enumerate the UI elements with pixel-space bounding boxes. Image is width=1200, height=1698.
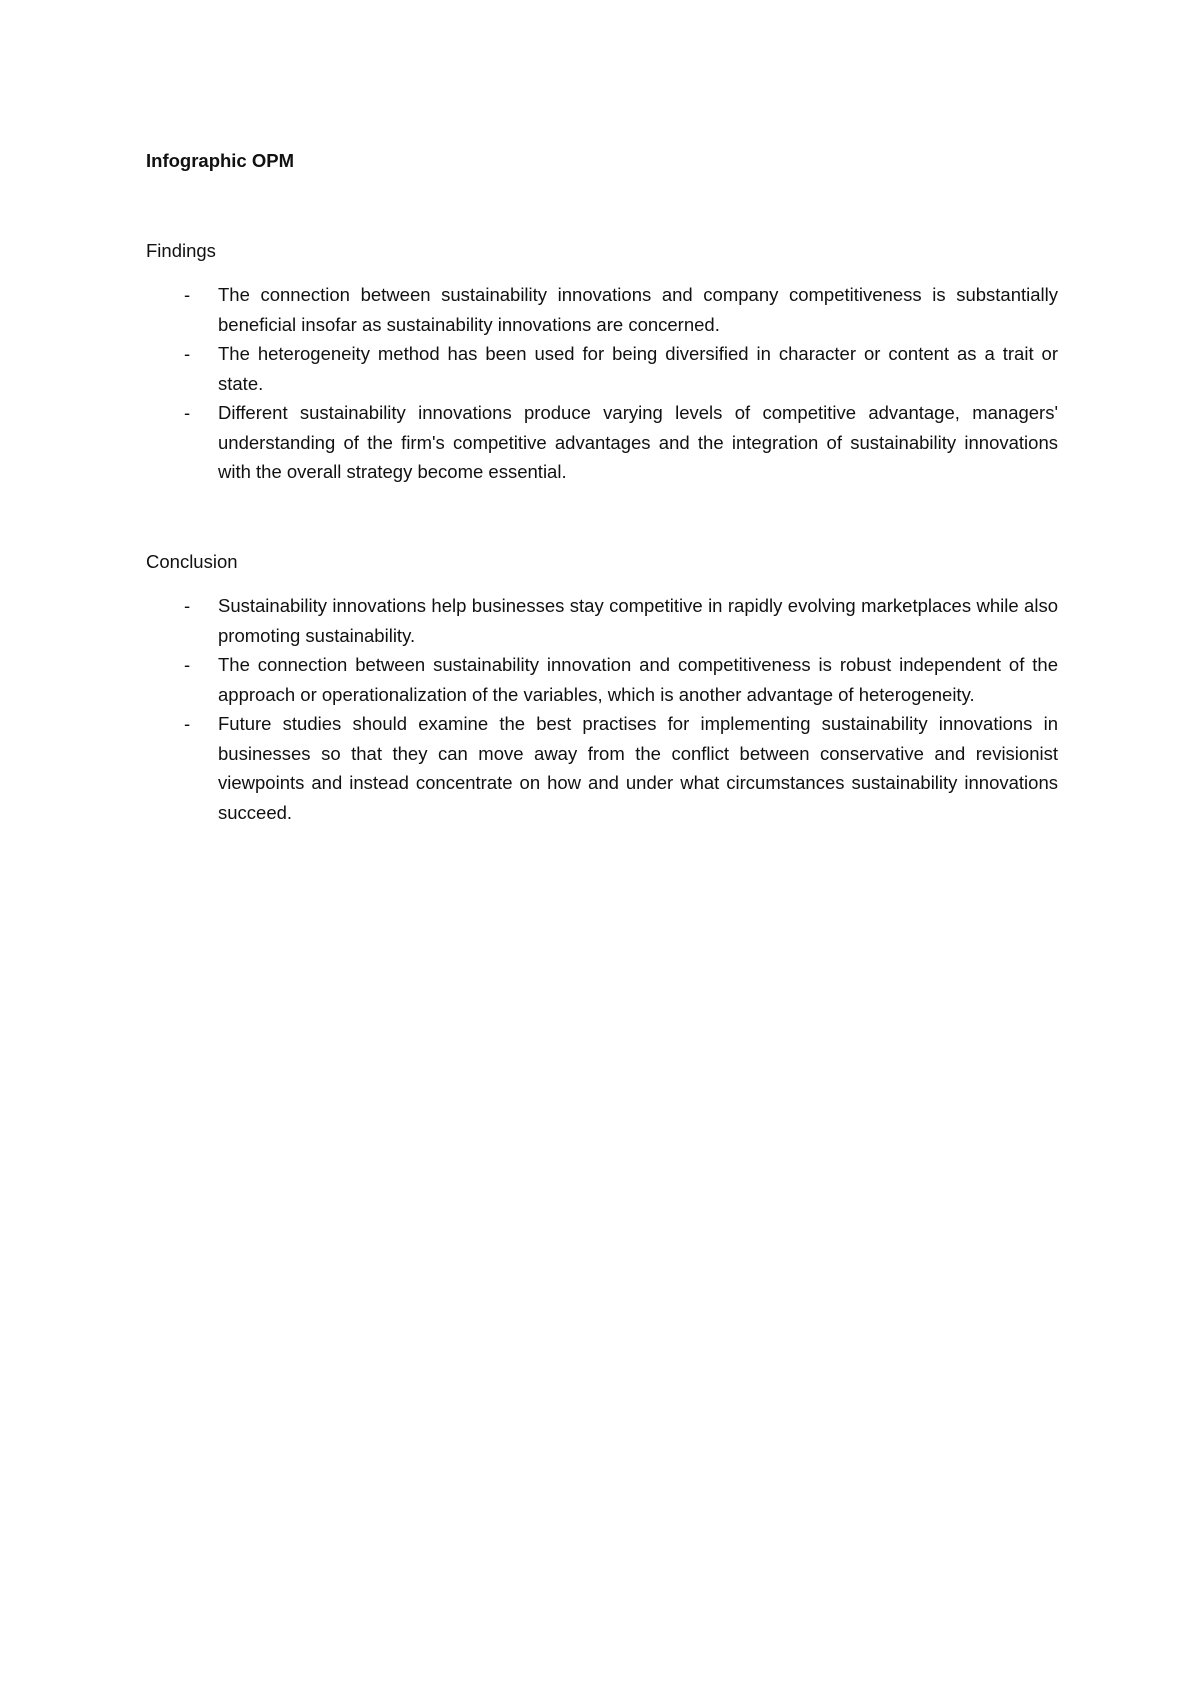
conclusion-item-text: The connection between sustainability innovation and competitiveness is robust independent of the approach or operationalization of the variables, which is another advantage of heterogeneity. (218, 654, 1058, 705)
bullet-dash: - (184, 343, 191, 364)
conclusion-item (146, 709, 1058, 827)
bullet-dash: - (184, 713, 191, 734)
findings-list (146, 280, 1058, 487)
conclusion-list (146, 591, 1058, 827)
findings-item-text: The connection between sustainability innovations and company competitiveness is substantially beneficial insofar as sustainability innovations are concerned. (218, 284, 1058, 335)
findings-item (146, 398, 1058, 487)
conclusion-item (146, 650, 1058, 709)
findings-item (146, 339, 1058, 398)
bullet-dash: - (184, 402, 191, 423)
bullet-dash: - (184, 654, 191, 675)
bullet-dash: - (184, 284, 191, 305)
conclusion-item-text: Sustainability innovations help businesses stay competitive in rapidly evolving marketplaces while also promoting sustainability. (218, 595, 1058, 646)
document-body (146, 146, 1058, 827)
document-title: Infographic OPM (146, 150, 294, 171)
findings-item (146, 280, 1058, 339)
conclusion-item (146, 591, 1058, 650)
findings-heading: Findings (146, 239, 216, 261)
bullet-dash: - (184, 595, 191, 616)
findings-item-text: Different sustainability innovations produce varying levels of competitive advantage, managers' understanding of the firm's competitive advantages and the integration of sustainability innovations with the overall strategy become essential. (218, 402, 1058, 482)
conclusion-item-text: Future studies should examine the best practises for implementing sustainability innovations in businesses so that they can move away from the conflict between conservative and revisionist viewpoints and instead concentrate on how and under what circumstances sustainability innovations succeed. (218, 713, 1058, 823)
findings-item-text: The heterogeneity method has been used for being diversified in character or content as a trait or state. (218, 343, 1058, 394)
conclusion-heading: Conclusion (146, 550, 238, 572)
